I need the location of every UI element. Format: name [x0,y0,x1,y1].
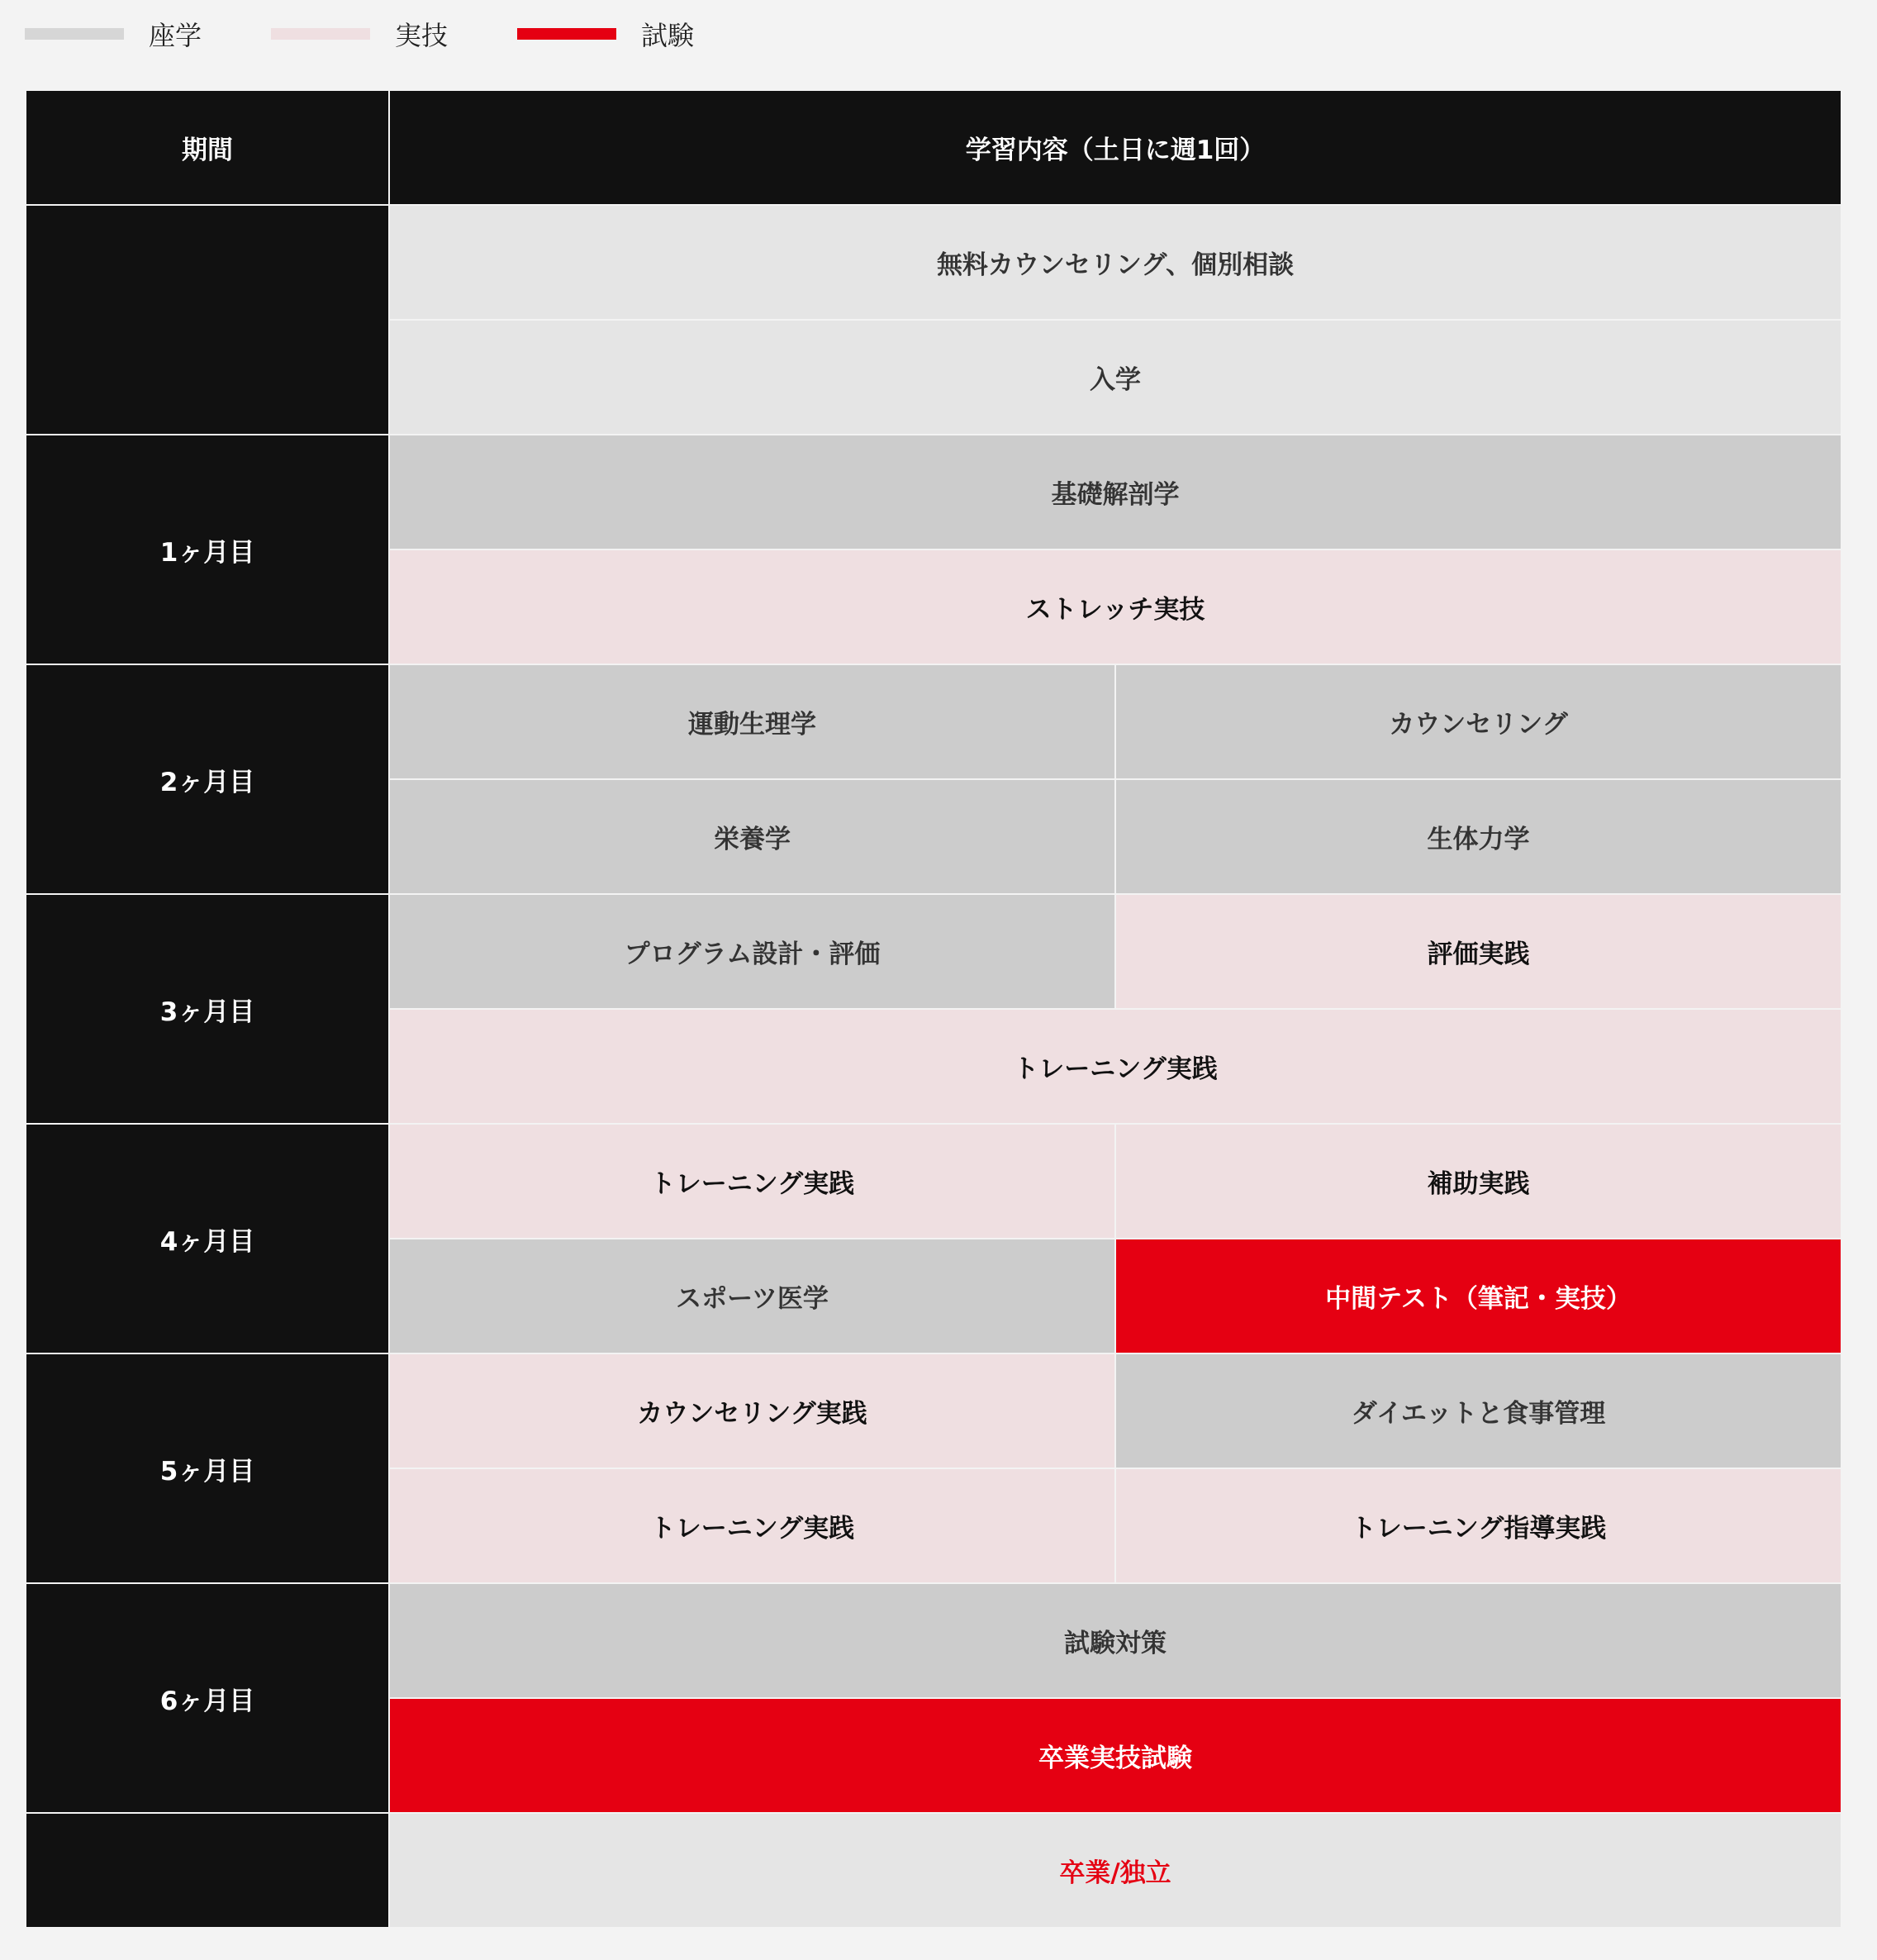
header-period: 期間 [26,90,389,205]
table-row [26,1813,1841,1928]
legend-item-lecture [25,15,202,53]
content-cell: 入学 [389,320,1841,435]
content-cell: 補助実践 [1115,1124,1841,1239]
content-cell: 基礎解剖学 [389,435,1841,549]
period-cell-month-2: 2ヶ月目 [26,664,389,894]
legend-swatch-practice [271,28,370,40]
content-cell: 卒業実技試験 [389,1698,1841,1813]
content-cell: カウンセリング実践 [389,1353,1115,1468]
period-cell-month-6: 6ヶ月目 [26,1583,389,1813]
content-cell: ストレッチ実技 [389,549,1841,664]
table-row [26,1583,1841,1698]
period-cell-month-3: 3ヶ月目 [26,894,389,1124]
content-cell: トレーニング実践 [389,1468,1115,1583]
period-cell-final [26,1813,389,1928]
content-cell: 卒業/独立 [389,1813,1841,1928]
content-cell: カウンセリング [1115,664,1841,779]
header-content: 学習内容（土日に週1回） [389,90,1841,205]
legend-item-exam [517,15,694,53]
period-cell-month-4: 4ヶ月目 [26,1124,389,1353]
legend-swatch-lecture [25,28,124,40]
content-cell: 中間テスト（筆記・実技） [1115,1239,1841,1353]
content-cell: ダイエットと食事管理 [1115,1353,1841,1468]
content-cell: トレーニング実践 [389,1009,1841,1124]
content-cell: トレーニング実践 [389,1124,1115,1239]
table-header-row [26,90,1841,205]
table-row [26,1124,1841,1239]
table-row [26,1353,1841,1468]
table-row [26,664,1841,779]
content-cell: スポーツ医学 [389,1239,1115,1353]
table-row [26,205,1841,320]
content-cell: 生体力学 [1115,779,1841,894]
period-cell-month-5: 5ヶ月目 [26,1353,389,1583]
legend-label-lecture: 座学 [149,20,202,51]
period-cell-month-1: 1ヶ月目 [26,435,389,664]
legend [25,8,763,59]
legend-label-practice: 実技 [395,20,449,51]
content-cell: プログラム設計・評価 [389,894,1115,1009]
content-cell: 栄養学 [389,779,1115,894]
content-cell: トレーニング指導実践 [1115,1468,1841,1583]
legend-item-practice [271,15,448,53]
content-cell: 試験対策 [389,1583,1841,1698]
table-row [26,894,1841,1009]
curriculum-table [25,89,1842,1929]
content-cell: 無料カウンセリング、個別相談 [389,205,1841,320]
legend-label-exam: 試験 [641,20,695,51]
table-row [26,435,1841,549]
content-cell: 評価実践 [1115,894,1841,1009]
period-cell-intro [26,205,389,435]
legend-swatch-exam [517,28,616,40]
content-cell: 運動生理学 [389,664,1115,779]
